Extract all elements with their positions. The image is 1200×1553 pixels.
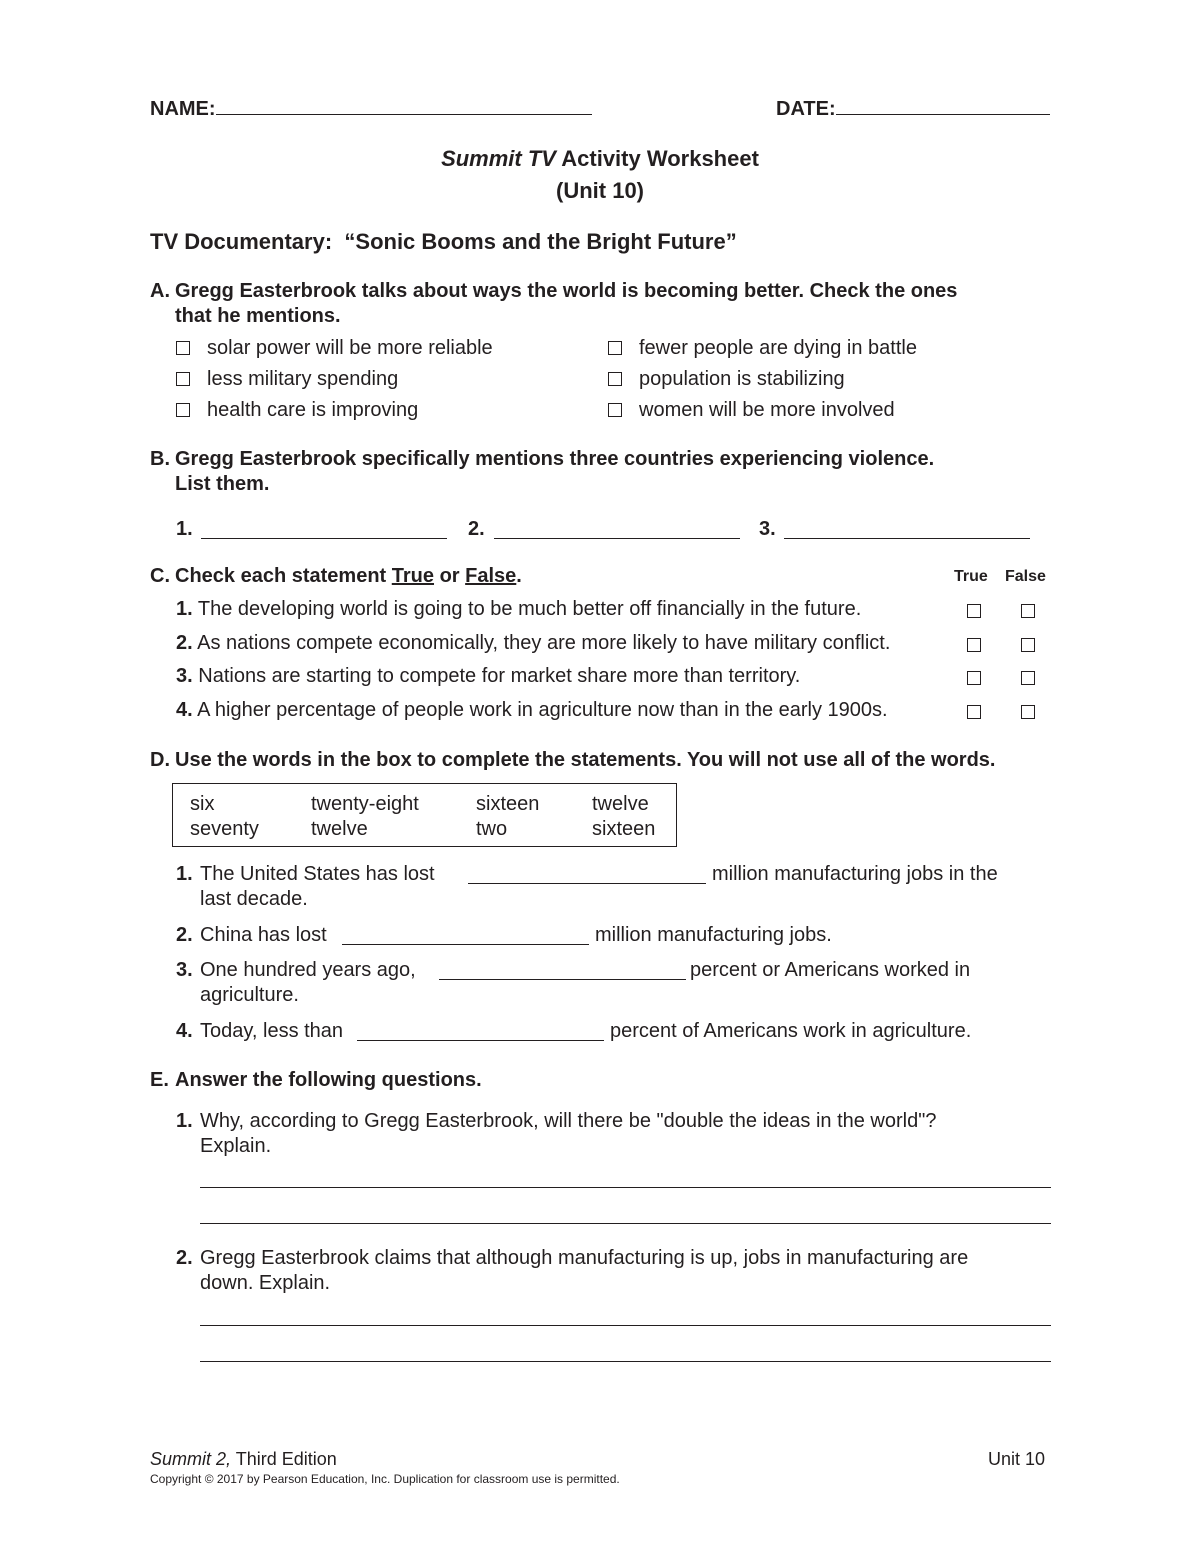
option-label: fewer people are dying in battle: [639, 337, 917, 359]
word: twelve: [592, 793, 649, 815]
false-checkbox-1[interactable]: [1021, 604, 1035, 618]
country-2-line[interactable]: [494, 538, 740, 539]
e-question-1-number: 1.: [176, 1110, 193, 1132]
country-1-line[interactable]: [201, 538, 447, 539]
or-word: or: [434, 565, 466, 587]
e-answer-2-line-b[interactable]: [200, 1361, 1051, 1362]
false-word: False: [465, 565, 517, 587]
word-box: [172, 783, 677, 847]
section-c-letter: C.: [150, 565, 170, 587]
e-question-2-line2: down. Explain.: [200, 1272, 331, 1294]
date-field[interactable]: [776, 96, 1050, 121]
section-c-instruction: [175, 565, 522, 588]
section-a-letter: A.: [150, 280, 170, 302]
statement-number: 3.: [176, 665, 193, 687]
option-label: population is stabilizing: [639, 368, 845, 390]
true-checkbox-4[interactable]: [967, 705, 981, 719]
footer-copyright: Copyright © 2017 by Pearson Education, Inc. Duplication for classroom use is permitted.: [150, 1472, 620, 1486]
name-line[interactable]: [216, 96, 592, 115]
statement-text: A higher percentage of people work in agriculture now than in the early 1900s.: [197, 699, 888, 721]
statement-text: The developing world is going to be much better off financially in the future.: [197, 598, 862, 620]
d-item-1-before: The United States has lost: [200, 863, 435, 885]
section-e-instruction: Answer the following questions.: [175, 1069, 482, 1091]
section-b-instruction-1: Gregg Easterbrook specifically mentions three countries experiencing violence.: [175, 448, 935, 470]
d-item-4-blank[interactable]: [357, 1040, 604, 1041]
option-label: less military spending: [207, 368, 399, 390]
word: sixteen: [476, 793, 540, 815]
footer-unit: Unit 10: [988, 1449, 1046, 1469]
e-question-2-number: 2.: [176, 1247, 193, 1269]
word: seventy: [190, 818, 259, 840]
title-rest: Activity Worksheet: [555, 146, 759, 171]
true-column-header: True: [954, 568, 988, 585]
false-checkbox-4[interactable]: [1021, 705, 1035, 719]
footer-book: [150, 1449, 337, 1470]
title-italic: Summit TV: [441, 146, 556, 171]
option-label: women will be more involved: [639, 399, 895, 421]
d-item-3-blank[interactable]: [439, 979, 686, 980]
checkbox[interactable]: [608, 403, 622, 417]
instruction-text: Check each statement: [175, 565, 392, 587]
section-d-instruction: Use the words in the box to complete the statements. You will not use all of the words.: [175, 749, 996, 771]
checkbox[interactable]: [608, 372, 622, 386]
d-item-3-cont: agriculture.: [200, 984, 299, 1006]
country-3-number: 3.: [759, 518, 776, 540]
false-checkbox-3[interactable]: [1021, 671, 1035, 685]
d-item-3-before: One hundred years ago,: [200, 959, 416, 981]
true-checkbox-1[interactable]: [967, 604, 981, 618]
true-word: True: [391, 565, 435, 587]
name-label: NAME:: [150, 98, 216, 120]
e-question-1-line1: Why, according to Gregg Easterbrook, will there be "double the ideas in the world"?: [200, 1110, 937, 1132]
d-item-3-number: 3.: [176, 959, 193, 981]
date-label: DATE:: [776, 98, 836, 120]
checkbox[interactable]: [176, 403, 190, 417]
statement-1: [176, 598, 861, 621]
d-item-1-blank[interactable]: [468, 883, 706, 884]
period: .: [516, 565, 522, 587]
statement-3: [176, 665, 800, 688]
worksheet-unit: (Unit 10): [556, 178, 644, 203]
footer-book-rest: Third Edition: [231, 1449, 337, 1469]
true-checkbox-3[interactable]: [967, 671, 981, 685]
country-3-line[interactable]: [784, 538, 1030, 539]
statement-number: 2.: [176, 632, 193, 654]
date-line[interactable]: [836, 96, 1050, 115]
footer-book-italic: Summit 2,: [150, 1449, 232, 1469]
name-field[interactable]: [150, 96, 592, 121]
documentary-label: TV Documentary:: [150, 229, 333, 254]
section-e-letter: E.: [150, 1069, 169, 1091]
section-b-letter: B.: [150, 448, 170, 470]
d-item-2-after: million manufacturing jobs.: [595, 924, 832, 946]
d-item-4-number: 4.: [176, 1020, 193, 1042]
false-checkbox-2[interactable]: [1021, 638, 1035, 652]
statement-number: 4.: [176, 699, 193, 721]
statement-4: [176, 699, 888, 722]
statement-2: [176, 632, 890, 655]
section-d-letter: D.: [150, 749, 170, 771]
e-question-2-line1: Gregg Easterbrook claims that although manufacturing is up, jobs in manufacturing are: [200, 1247, 969, 1269]
d-item-4-before: Today, less than: [200, 1020, 344, 1042]
statement-text: As nations compete economically, they are more likely to have military conflict.: [197, 632, 891, 654]
e-answer-2-line-a[interactable]: [200, 1325, 1051, 1326]
d-item-2-before: China has lost: [200, 924, 327, 946]
documentary-heading: [150, 229, 737, 255]
option-label: health care is improving: [207, 399, 419, 421]
word: two: [476, 818, 508, 840]
d-item-1-cont: last decade.: [200, 888, 308, 910]
word: twenty-eight: [311, 793, 419, 815]
checkbox[interactable]: [176, 372, 190, 386]
e-answer-1-line-a[interactable]: [200, 1187, 1051, 1188]
statement-number: 1.: [176, 598, 193, 620]
d-item-2-blank[interactable]: [342, 944, 589, 945]
d-item-2-number: 2.: [176, 924, 193, 946]
e-question-1-line2: Explain.: [200, 1135, 272, 1157]
section-a-instruction-2: that he mentions.: [175, 305, 341, 327]
word: sixteen: [592, 818, 656, 840]
documentary-name: “Sonic Booms and the Bright Future”: [344, 229, 737, 254]
e-answer-1-line-b[interactable]: [200, 1223, 1051, 1224]
word: six: [190, 793, 215, 815]
true-checkbox-2[interactable]: [967, 638, 981, 652]
word: twelve: [311, 818, 368, 840]
section-b-instruction-2: List them.: [175, 473, 270, 495]
d-item-4-after: percent of Americans work in agriculture.: [610, 1020, 972, 1042]
statement-text: Nations are starting to compete for market share more than territory.: [198, 665, 801, 687]
checkbox[interactable]: [176, 341, 190, 355]
country-2-number: 2.: [468, 518, 485, 540]
worksheet-title: [0, 146, 1200, 172]
d-item-3-after: percent or Americans worked in: [690, 959, 971, 981]
option-label: solar power will be more reliable: [207, 337, 493, 359]
false-column-header: False: [1005, 568, 1046, 585]
d-item-1-after: million manufacturing jobs in the: [712, 863, 998, 885]
country-1-number: 1.: [176, 518, 193, 540]
section-a-instruction-1: Gregg Easterbrook talks about ways the world is becoming better. Check the ones: [175, 280, 958, 302]
checkbox[interactable]: [608, 341, 622, 355]
d-item-1-number: 1.: [176, 863, 193, 885]
